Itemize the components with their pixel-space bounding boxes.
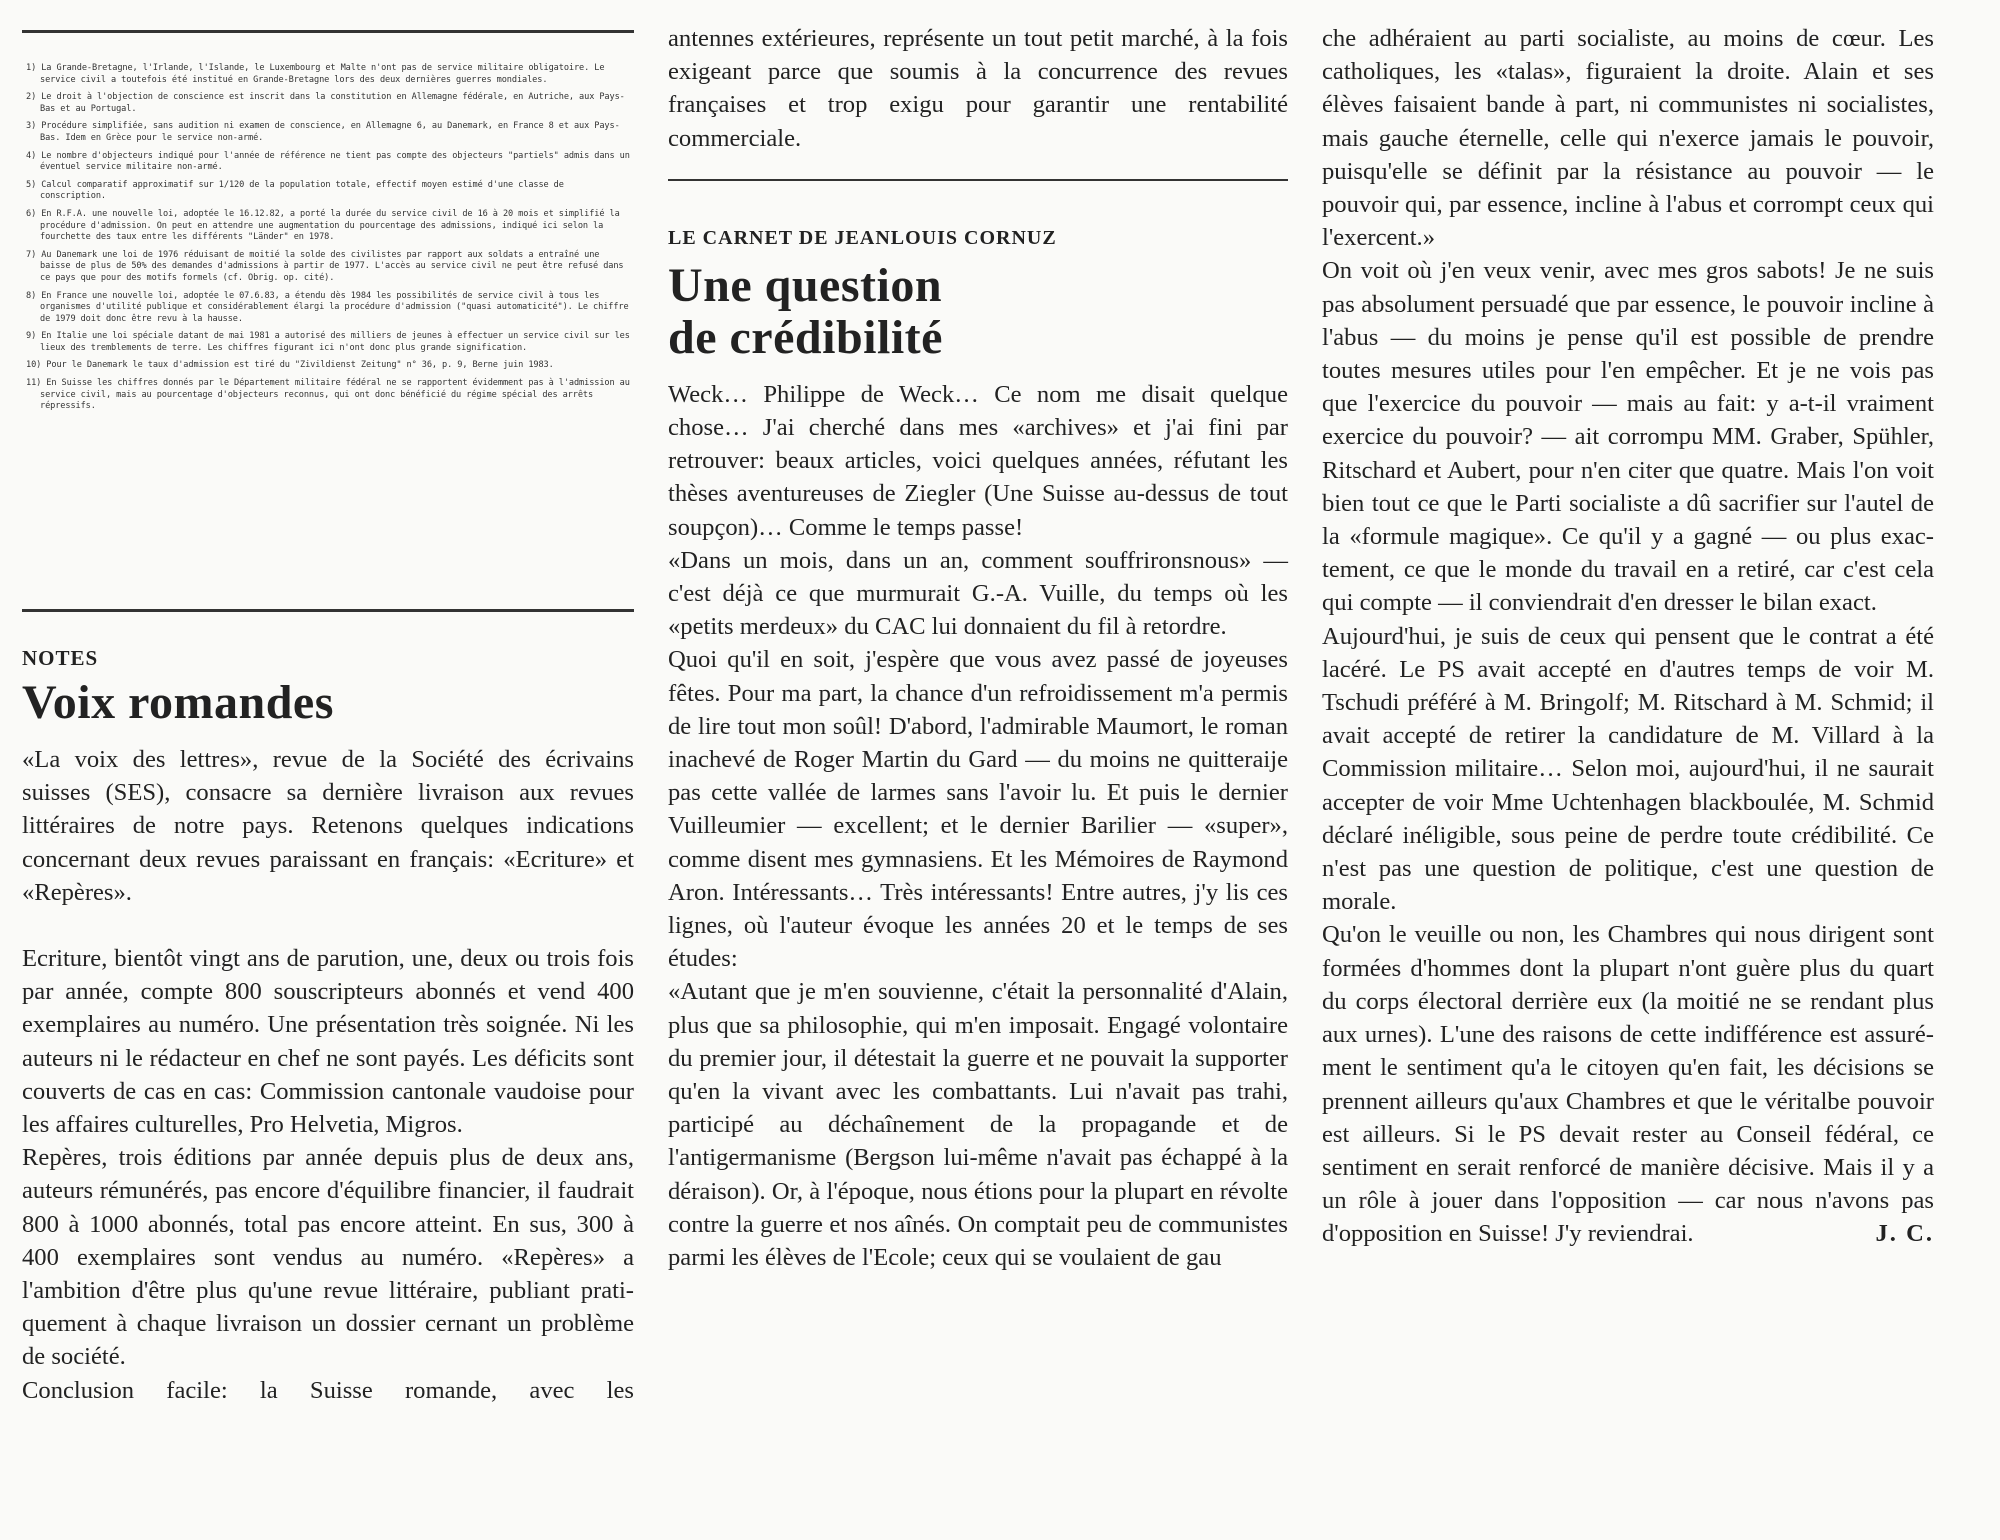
notes-paragraph: Ecriture, bientôt vingt ans de parution, une, deux ou trois fois par année, compte 800 souscripteurs abonnés et vend 400 exemplaires au numéro. Une présentation très soignée. Ni les auteurs ni le rédacteur en chef ne sont payés. Les déficits sont couverts de cas en cas: Commission cantonale vaudoise pour les affaires culturelles, Pro Helvetia, Migros. xyxy=(22,945,634,1139)
notes-kicker: NOTES xyxy=(22,646,99,670)
notes-paragraph: Repères, trois éditions par année depuis plus de deux ans, auteurs rémunérés, pas encore d'équilibre financier, il faudrait 800 à 1000 abonnés, total pas encore atteint. En sus, 300 à 400 exemplaires sont vendus au numéro. «Repères» a l'ambition d'être plus qu'une revue littéraire, publiant pratiquement à chaque livraison un dossier cernant un problème de société. xyxy=(22,1144,634,1371)
carnet-paragraph-text: Qu'on le veuille ou non, les Chambres qui nous dirigent sont formées d'hommes dont la plupart n'ont guère plus du quart du corps électoral derrière eux (la moitié ne se rendant plus aux urnes). L'une des raisons de cette indifférence est assurément le sentiment qu'a le citoyen qu'en fait, les décisions se prennent ailleurs qu'aux Chambres et que le véritalbe pouvoir est ailleurs. Si le PS devait rester au Conseil fédéral, ce sentiment en serait renforcé de manière décisive. Mais il y a un rôle à jouer dans l'opposition — car nous n'avons pas d'opposition en Suisse! J'y reviendrai. xyxy=(1322,921,1934,1248)
notes-paragraph: Conclusion facile: la Suisse romande, avec les xyxy=(22,1376,634,1404)
footnote: 5) Calcul comparatif approximatif sur 1/120 de la population totale, effectif moyen estimé d'une classe de conscription. xyxy=(26,179,564,202)
section-rule xyxy=(668,179,1288,181)
column-left xyxy=(22,22,634,1407)
carnet-paragraph: che adhéraient au parti socialiste, au moins de cœur. Les catholiques, les «talas», figuraient la droite. Alain et ses élèves faisaient bande à part, ni communistes ni socialistes, mais gauche éternelle, celle qui n'exerce jamais le pouvoir, puisqu'elle se définit par la résistance au pouvoir — le pouvoir qui, par essence, incline à l'abus et corrompt ceux qui l'exercent.» xyxy=(1322,25,1934,252)
footnotes-block xyxy=(22,33,634,583)
carnet-paragraph: Quoi qu'il en soit, j'espère que vous avez passé de joyeuses fêtes. Pour ma part, la chance d'un refroidissement m'a permis de lire tout mon soûl! D'abord, l'admirable Maumort, le roman inachevé de Roger Martin du Gard — du moins ne quitteraije pas cette vallée de larmes sans l'avoir lu. Et puis le dernier Vuilleumier — excellent; et le dernier Barilier — «super», comme disent mes gymnasiens. Et les Mémoires de Raymond Aron. Intéressants… Très intéressants! Entre autres, j'y lis ces lignes, où l'auteur évoque les années 20 et le temps de ses études: xyxy=(668,646,1288,973)
footnote: 6) En R.F.A. une nouvelle loi, adoptée le 16.12.82, a porté la durée du service civil de 16 à 20 mois et simplifié la procédure d'admission. On peut en attendre une augmentation du pourcentage des admissions, indiqué ici selon la fourchette des taux entre les différents "Länder" en 1978. xyxy=(26,208,620,243)
carnet-paragraph-last xyxy=(1322,918,1934,1250)
footnote: 1) La Grande-Bretagne, l'Irlande, l'Islande, le Luxembourg et Malte n'ont pas de service militaire obligatoire. Le service civil a toutefois été institué en Grande-Bretagne lors des deux dernières guerres mondiales. xyxy=(26,63,605,85)
carnet-paragraph: Weck… Philippe de Weck… Ce nom me disait quelque chose… J'ai cherché dans mes «archives» et j'ai fini par retrouver: beaux articles, voici quelques années, réfutant les thèses aventureuses de Ziegler (Une Suisse au-dessus de tout soupçon)… Comme le temps passe! xyxy=(668,380,1288,541)
footnote: 7) Au Danemark une loi de 1976 réduisant de moitié la solde des civilistes par rapport aux soldats a entraîné une baisse de plus de 50% des demandes d'admissions à partir de 1977. L'accès au service civil ne peut être refusé dans ce pays que pour des motifs formels (cf. Obrig. op. cité). xyxy=(26,249,624,283)
footnote: 11) En Suisse les chiffres donnés par le Département militaire fédéral ne se rapportent évidemment pas à l'admission au service civil, mais au pourcentage d'objecteurs reconnus, qui ont donc bénéficié du régime spécial des arrêts répressifs. xyxy=(26,378,630,412)
carnet-paragraph: «Autant que je m'en souvienne, c'était la personnalité d'Alain, plus que sa philosophie, qui m'en imposait. Engagé volontaire du premier jour, il détestait la guerre et ne pouvait la supporter qu'en la vivant avec les combattants. Lui n'avait pas trahi, participé au déchaînement de la propagande et de l'antigermanisme (Bergson lui-même n'avait pas échappé à la déraison). Or, à l'époque, nous étions pour la plupart en révolte contre la guerre et nos aînés. On comptait peu de communistes parmi les élèves de l'Ecole; ceux qui se voulaient de gau xyxy=(668,978,1288,1272)
notes-continuation: antennes extérieures, représente un tout petit marché, à la fois exigeant parce que soumis à la concurrence des revues françaises et trop exigu pour garantir une rentabilité commerciale. xyxy=(668,25,1288,152)
notes-headline: Voix romandes xyxy=(22,676,334,729)
footnote: 9) En Italie une loi spéciale datant de mai 1981 a autorisé des milliers de jeunes à effectuer un service civil sur les lieux des tremblements de terre. Les chiffres figurant ici n'ont donc plus grande signification. xyxy=(26,331,630,353)
column-right xyxy=(1322,22,1934,1251)
carnet-headline xyxy=(668,260,1288,364)
footnote: 10) Pour le Danemark le taux d'admission est tiré du "Zivildienst Zeitung" n° 36, p. 9, Berne juin 1983. xyxy=(26,360,554,371)
notes-paragraph: «La voix des lettres», revue de la Société des écrivains suisses (SES), consacre sa dernière livraison aux revues littéraires de notre pays. Retenons quelques indications concernant deux revues paraissant en français: «Ecriture» et «Repères». xyxy=(22,746,634,906)
signature: J. C. xyxy=(1875,1220,1934,1248)
footnote: 2) Le droit à l'objection de conscience est inscrit dans la constitution en Allemagne fédérale, en Autriche, aux Pays-Bas et au Portugal. xyxy=(26,92,625,114)
carnet-headline-line1: Une question xyxy=(668,258,943,312)
column-middle xyxy=(668,22,1288,1274)
carnet-paragraph: Aujourd'hui, je suis de ceux qui pensent que le contrat a été lacéré. Le PS avait accepté en d'autres temps de voir M. Tschudi préféré à M. Bringolf; M. Ritschard à M. Schmid; il avait accepté de retirer la candidature de M. Villard à la Commission militaire… Selon moi, aujourd'hui, il ne saurait accepter de voir Mme Uchtenhagen blackboulée, M. Schmid déclaré inéligible, sous peine de perdre toute crédibilité. Ce n'est pas une question de politique, c'est une question de morale. xyxy=(1322,622,1934,916)
carnet-paragraph: On voit où j'en veux venir, avec mes gros sabots! Je ne suis pas absolument persuadé que par essence, le pouvoir incline à l'abus — du moins je pense qu'il est possible de prendre toutes mesures utiles pour l'en empêcher. Et je ne vois pas que l'exercice du pouvoir — mais au fait: y a-t-il vraiment exercice du pouvoir? — ait corrompu MM. Graber, Spühler, Ritschard et Aubert, pour n'en citer que quatre. Mais l'on voit bien tout ce que le Parti socialiste a dû sacrifier sur l'autel de la «formule magique». Ce qu'il y a gagné — ou plus exactement, ce que le monde du travail en a retiré, car c'est cela qui compte — il conviendrait d'en dresser le bilan exact. xyxy=(1322,257,1934,617)
footnote: 8) En France une nouvelle loi, adoptée le 07.6.83, a étendu dès 1984 les possibilités de service civil à tous les organismes d'utilité publique et considérablement élargi la procédure d'admission ("quasi automaticité"). Le chiffre de 1979 doit donc être revu à la hausse. xyxy=(26,290,629,324)
carnet-headline-line2: de crédibilité xyxy=(668,310,943,364)
carnet-paragraph: «Dans un mois, dans un an, comment souffrironsnous» — c'est déjà ce que murmurait G.-A. Vuille, du temps où les «petits merdeux» du CAC lui donnaient du fil à retordre. xyxy=(668,546,1288,641)
section-rule xyxy=(22,609,634,612)
footnote: 3) Procédure simplifiée, sans audition ni examen de conscience, en Allemagne 6, au Danemark, en France 8 et aux Pays-Bas. Idem en Grèce pour le service non-armé. xyxy=(26,121,620,143)
carnet-kicker: LE CARNET DE JEANLOUIS CORNUZ xyxy=(668,226,1057,249)
footnote: 4) Le nombre d'objecteurs indiqué pour l'année de référence ne tient pas compte des objecteurs "partiels" admis dans un éventuel service militaire non-armé. xyxy=(26,150,630,173)
